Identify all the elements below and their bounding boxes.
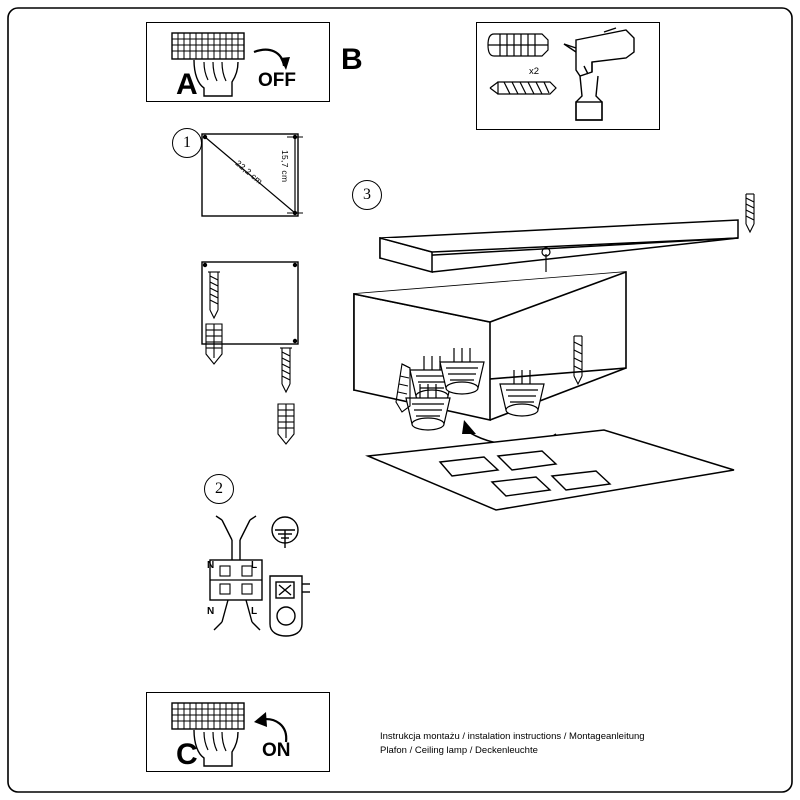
panel-b-graphic xyxy=(476,22,660,130)
footer-line-1: Instrukcja montażu / instalation instructions / Montageanleitung xyxy=(380,731,645,742)
footer-line-2: Plafon / Ceiling lamp / Deckenleuchte xyxy=(380,745,538,756)
panel-c-graphic xyxy=(146,692,330,772)
step-2-number: 2 xyxy=(215,480,223,497)
step-3-lamp-graphic xyxy=(340,180,770,550)
terminal-label-n-bottom: N xyxy=(207,606,215,617)
earth-connector-graphic xyxy=(262,514,342,640)
panel-a-graphic xyxy=(146,22,330,102)
step-3-number: 3 xyxy=(363,186,371,203)
terminal-label-l-top: L xyxy=(251,560,258,571)
step-1-number: 1 xyxy=(183,134,191,151)
dimension-vertical: 15,7 cm xyxy=(280,150,290,183)
terminal-label-n-top: N xyxy=(207,560,215,571)
panel-a-state: OFF xyxy=(258,70,296,91)
panel-c-state: ON xyxy=(262,740,291,761)
panel-a-letter: A xyxy=(176,68,199,101)
step-2-badge xyxy=(204,474,234,504)
step-1-anchors-graphic xyxy=(196,258,326,468)
panel-b-qty: x2 xyxy=(529,66,540,77)
panel-c-letter: C xyxy=(176,738,199,771)
panel-b-letter: B xyxy=(341,43,364,76)
dimension-diagonal: 22,2 cm xyxy=(233,158,265,187)
terminal-label-l-bottom: L xyxy=(251,606,258,617)
